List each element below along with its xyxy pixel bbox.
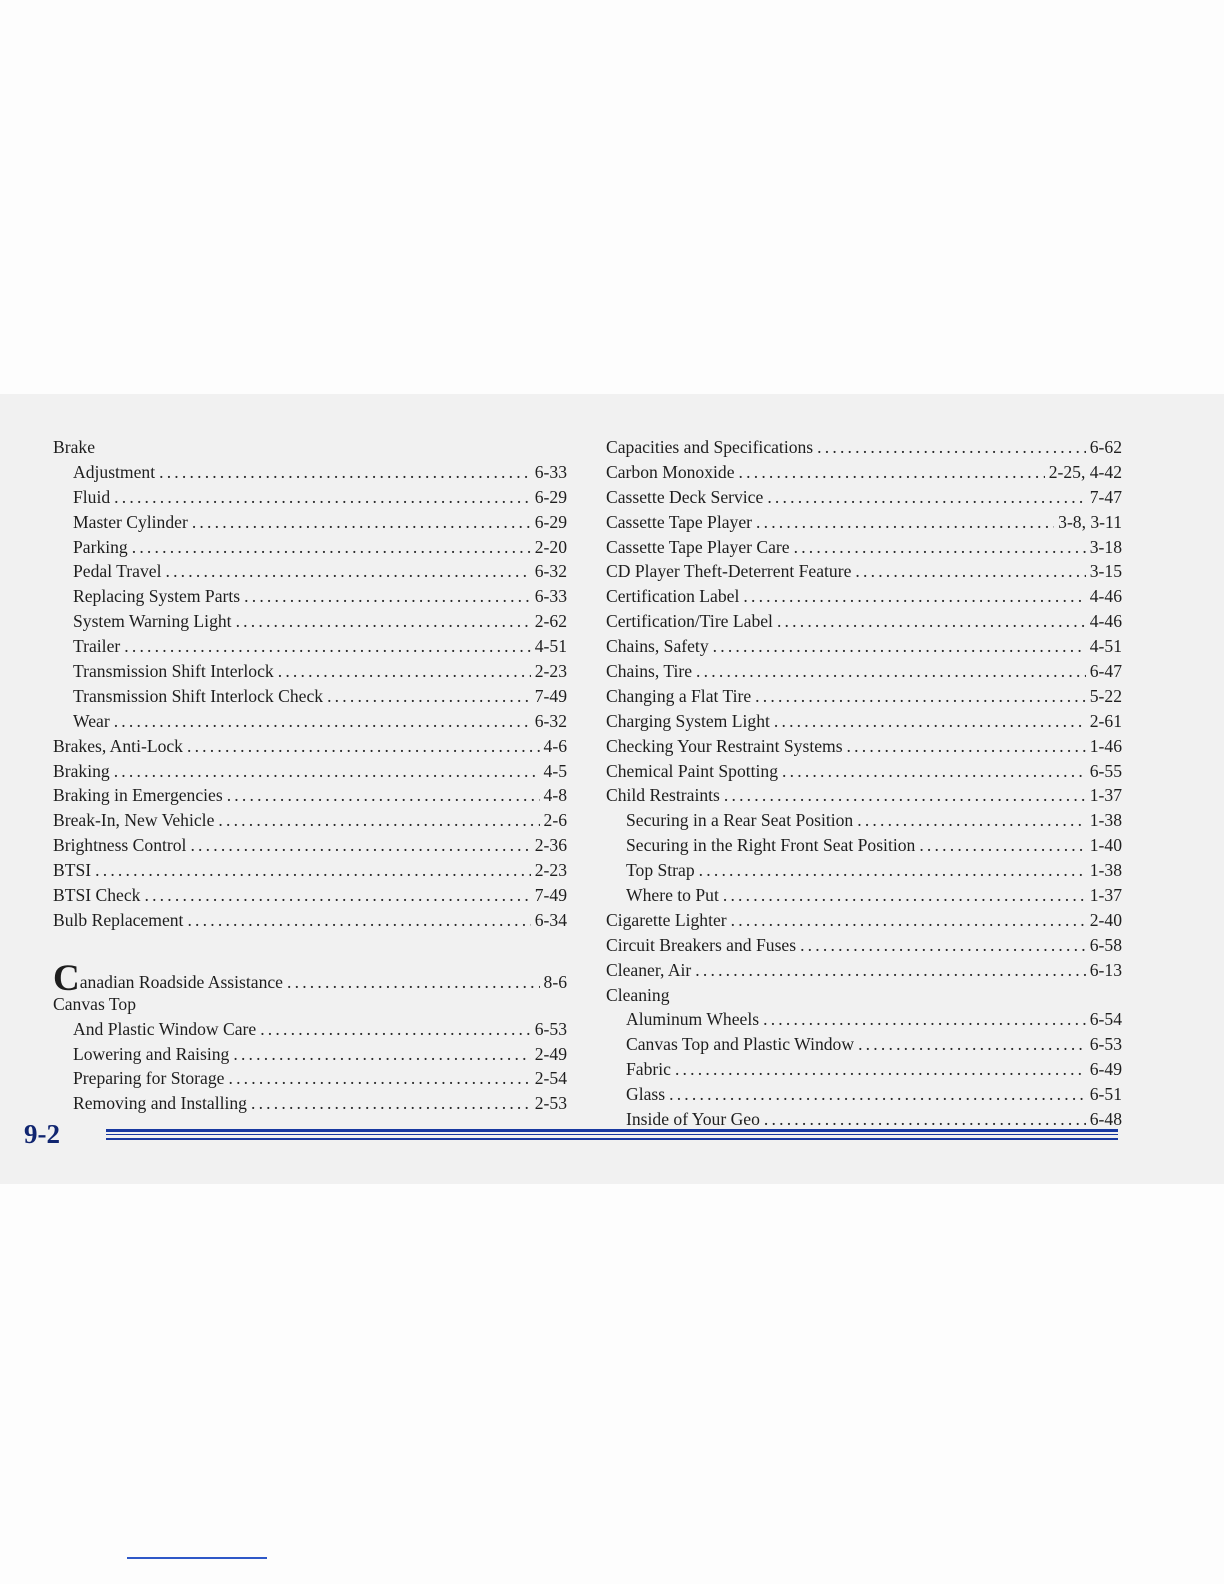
index-entry [606, 584, 1122, 609]
entry-page-ref: 7-47 [1089, 486, 1122, 507]
index-subentry [606, 1057, 1122, 1082]
index-entry [53, 759, 567, 784]
entry-label: Brightness Control [53, 835, 187, 856]
index-entry [53, 833, 567, 858]
entry-page-ref: 1-37 [1089, 785, 1122, 806]
index-subentry [606, 1007, 1122, 1032]
entry-label: Circuit Breakers and Fuses [606, 934, 797, 955]
index-entry [53, 435, 567, 460]
bottom-underline [127, 1557, 267, 1559]
dot-leader [774, 709, 1086, 734]
entry-label: BTSI [53, 860, 92, 881]
index-entry [53, 808, 567, 833]
entry-label: Cigarette Lighter [606, 909, 727, 930]
index-subentry [53, 1066, 567, 1091]
entry-page-ref: 4-51 [534, 636, 567, 657]
entry-page-ref: 6-62 [1089, 437, 1122, 457]
index-entry [606, 535, 1122, 560]
entry-page-ref: 6-32 [534, 710, 567, 731]
index-entry [53, 908, 567, 933]
dot-leader [847, 734, 1086, 759]
dot-leader [782, 759, 1086, 784]
entry-page-ref: 6-34 [534, 909, 567, 930]
dot-leader [236, 609, 531, 634]
index-subentry [606, 858, 1122, 883]
index-subentry [606, 883, 1122, 908]
dot-leader [244, 584, 531, 609]
entry-page-ref: 7-49 [534, 885, 567, 906]
index-subentry [606, 1032, 1122, 1057]
entry-label: Parking [73, 536, 128, 557]
entry-page-ref: 6-53 [534, 1018, 567, 1039]
entry-label: Adjustment [73, 461, 156, 482]
entry-page-ref: 3-15 [1089, 561, 1122, 582]
entry-page-ref: 2-23 [534, 661, 567, 682]
index-subentry [53, 535, 567, 560]
index-subentry [53, 510, 567, 535]
dot-leader [114, 709, 531, 734]
index-subentry [53, 1017, 567, 1042]
entry-page-ref: 2-25, 4-42 [1048, 461, 1122, 482]
entry-page-ref: 4-6 [543, 735, 567, 756]
index-column-right [606, 435, 1122, 1132]
entry-label: System Warning Light [73, 611, 232, 632]
entry-page-ref: 2-20 [534, 536, 567, 557]
section-letter: C [53, 957, 80, 999]
dot-leader [817, 435, 1086, 460]
entry-label: Transmission Shift Interlock Check [73, 685, 324, 706]
entry-page-ref: 2-61 [1089, 710, 1122, 731]
dot-leader [777, 609, 1086, 634]
entry-label: Cassette Tape Player Care [606, 536, 790, 557]
entry-page-ref: 6-13 [1089, 959, 1122, 980]
entry-label: Replacing System Parts [73, 586, 241, 607]
entry-page-ref: 2-62 [534, 611, 567, 632]
entry-label-text: anadian Roadside Assistance [79, 971, 283, 992]
entry-label: Checking Your Restraint Systems [606, 735, 843, 756]
entry-page-ref: 2-40 [1089, 909, 1122, 930]
entry-page-ref: 6-29 [534, 511, 567, 532]
entry-page-ref: 6-33 [534, 461, 567, 482]
dot-leader [743, 584, 1085, 609]
entry-page-ref: 6-48 [1089, 1109, 1122, 1130]
section-spacer [53, 933, 567, 960]
entry-page-ref: 7-49 [534, 685, 567, 706]
index-entry [53, 783, 567, 808]
entry-page-ref: 6-58 [1089, 934, 1122, 955]
index-entry [606, 485, 1122, 510]
index-entry [606, 908, 1122, 933]
entry-page-ref: 6-47 [1089, 661, 1122, 682]
entry-page-ref: 5-22 [1089, 685, 1122, 706]
index-column-left [53, 435, 567, 1116]
index-entry [606, 734, 1122, 759]
index-subentry [53, 609, 567, 634]
entry-label: Top Strap [626, 860, 695, 881]
entry-label: Master Cylinder [73, 511, 188, 532]
entry-page-ref: 6-55 [1089, 760, 1122, 781]
dot-leader [95, 858, 531, 883]
entry-label: Securing in the Right Front Seat Position [626, 835, 916, 856]
entry-page-ref: 2-6 [543, 810, 567, 831]
entry-page-ref: 4-46 [1089, 586, 1122, 607]
entry-label: Break-In, New Vehicle [53, 810, 215, 831]
dot-leader [327, 684, 531, 709]
dot-leader [228, 1066, 530, 1091]
entry-label: Chains, Safety [606, 636, 709, 657]
entry-label: Inside of Your Geo [626, 1109, 760, 1130]
dot-leader [218, 808, 539, 833]
dot-leader [260, 1017, 531, 1042]
entry-label: BTSI Check [53, 885, 141, 906]
entry-label: Chains, Tire [606, 661, 693, 682]
entry-label: Fabric [626, 1059, 671, 1080]
dot-leader [227, 783, 540, 808]
entry-page-ref: 6-32 [534, 561, 567, 582]
entry-label: Changing a Flat Tire [606, 685, 752, 706]
dot-leader [723, 883, 1086, 908]
entry-page-ref: 2-23 [534, 860, 567, 881]
entry-label: Canvas Top [53, 993, 136, 1014]
index-subentry [53, 659, 567, 684]
dot-leader [794, 535, 1086, 560]
entry-page-ref: 6-49 [1089, 1059, 1122, 1080]
dot-leader [739, 460, 1045, 485]
entry-label: Preparing for Storage [73, 1068, 225, 1089]
dot-leader [855, 559, 1085, 584]
dot-leader [114, 485, 531, 510]
entry-label: Certification Label [606, 586, 740, 607]
index-entry [606, 435, 1122, 460]
entry-label: Where to Put [626, 885, 719, 906]
dot-leader [669, 1082, 1086, 1107]
entry-label: Charging System Light [606, 710, 770, 731]
index-subentry [53, 684, 567, 709]
dot-leader [731, 908, 1086, 933]
index-entry [53, 734, 567, 759]
entry-label: Cassette Tape Player [606, 511, 752, 532]
dot-leader [159, 460, 531, 485]
index-entry [53, 858, 567, 883]
index-entry [53, 957, 567, 999]
index-entry [606, 510, 1122, 535]
index-entry [606, 460, 1122, 485]
index-entry [606, 759, 1122, 784]
dot-leader [696, 659, 1086, 684]
entry-label: Canvas Top and Plastic Window [626, 1034, 855, 1055]
entry-page-ref: 2-49 [534, 1043, 567, 1064]
index-subentry [53, 559, 567, 584]
entry-label: Removing and Installing [73, 1093, 247, 1114]
dot-leader [165, 559, 530, 584]
entry-label: CD Player Theft-Deterrent Feature [606, 561, 852, 582]
entry-label: Chemical Paint Spotting [606, 760, 779, 781]
index-entry [606, 659, 1122, 684]
entry-page-ref: 6-29 [534, 486, 567, 507]
dot-leader [190, 833, 530, 858]
entry-page-ref: 8-6 [543, 971, 567, 992]
entry-label: Bulb Replacement [53, 909, 184, 930]
dot-leader [767, 485, 1085, 510]
index-subentry [53, 634, 567, 659]
dot-leader [763, 1007, 1086, 1032]
index-subentry [53, 709, 567, 734]
entry-label: And Plastic Window Care [73, 1018, 257, 1039]
entry-label: Carbon Monoxide [606, 461, 735, 482]
index-subentry [53, 1042, 567, 1067]
entry-page-ref: 2-36 [534, 835, 567, 856]
dot-leader [857, 808, 1086, 833]
index-subentry [606, 833, 1122, 858]
index-entry [606, 958, 1122, 983]
dot-leader [187, 734, 540, 759]
dot-leader [132, 535, 531, 560]
index-subentry [606, 1082, 1122, 1107]
entry-label: Brakes, Anti-Lock [53, 735, 183, 756]
dot-leader [858, 1032, 1086, 1057]
dot-leader [192, 510, 531, 535]
dot-leader [919, 833, 1085, 858]
entry-label: Braking [53, 760, 110, 781]
dot-leader [278, 659, 531, 684]
entry-page-ref: 3-8, 3-11 [1058, 511, 1122, 532]
dot-leader [124, 634, 531, 659]
entry-label: Braking in Emergencies [53, 785, 223, 806]
index-subentry [53, 584, 567, 609]
entry-page-ref: 1-38 [1089, 810, 1122, 831]
entry-page-ref: 1-46 [1089, 735, 1122, 756]
entry-label: Securing in a Rear Seat Position [626, 810, 854, 831]
dot-leader [724, 783, 1086, 808]
entry-page-ref: 3-18 [1089, 536, 1122, 557]
index-entry [606, 634, 1122, 659]
index-entry [606, 559, 1122, 584]
entry-label: Trailer [73, 636, 121, 657]
dot-leader [144, 883, 530, 908]
dot-leader [756, 510, 1054, 535]
page-number: 9-2 [24, 1119, 60, 1149]
entry-page-ref: 2-54 [534, 1068, 567, 1089]
entry-label: Brake [53, 437, 96, 457]
entry-page-ref: 4-8 [543, 785, 567, 806]
dot-leader [755, 684, 1086, 709]
dot-leader [800, 933, 1086, 958]
index-entry [606, 933, 1122, 958]
dot-leader [233, 1042, 530, 1067]
index-entry [53, 883, 567, 908]
entry-label: Pedal Travel [73, 561, 162, 582]
dot-leader [713, 634, 1086, 659]
entry-page-ref: 4-5 [543, 760, 567, 781]
index-subentry [53, 460, 567, 485]
entry-label: Wear [73, 710, 110, 731]
index-subentry [53, 1091, 567, 1116]
entry-page-ref: 4-46 [1089, 611, 1122, 632]
footer-rule [106, 1129, 1118, 1140]
index-entry [606, 709, 1122, 734]
index-entry [606, 783, 1122, 808]
dot-leader [187, 908, 530, 933]
index-subentry [606, 808, 1122, 833]
dot-leader [251, 1091, 531, 1116]
index-entry [606, 684, 1122, 709]
entry-page-ref: 6-51 [1089, 1084, 1122, 1105]
entry-label: Cleaning [606, 984, 670, 1005]
index-entry [53, 992, 567, 1017]
index-subentry [53, 485, 567, 510]
dot-leader [699, 858, 1086, 883]
entry-label: Capacities and Specifications [606, 437, 814, 457]
entry-label: Lowering and Raising [73, 1043, 230, 1064]
entry-label: Glass [626, 1084, 666, 1105]
entry-page-ref: 6-53 [1089, 1034, 1122, 1055]
index-entry [606, 983, 1122, 1008]
dot-leader [695, 958, 1085, 983]
entry-page-ref: 1-37 [1089, 885, 1122, 906]
entry-label: Child Restraints [606, 785, 720, 806]
entry-label: Aluminum Wheels [626, 1009, 760, 1030]
entry-page-ref: 6-54 [1089, 1009, 1122, 1030]
index-entry [606, 609, 1122, 634]
entry-label: Cleaner, Air [606, 959, 692, 980]
dot-leader [675, 1057, 1086, 1082]
dot-leader [114, 759, 540, 784]
entry-label: Cassette Deck Service [606, 486, 764, 507]
entry-label: Transmission Shift Interlock [73, 661, 274, 682]
entry-page-ref: 2-53 [534, 1093, 567, 1114]
entry-label: Fluid [73, 486, 111, 507]
entry-page-ref: 1-38 [1089, 860, 1122, 881]
entry-label: Certification/Tire Label [606, 611, 773, 632]
entry-page-ref: 4-51 [1089, 636, 1122, 657]
entry-page-ref: 1-40 [1089, 835, 1122, 856]
entry-page-ref: 6-33 [534, 586, 567, 607]
